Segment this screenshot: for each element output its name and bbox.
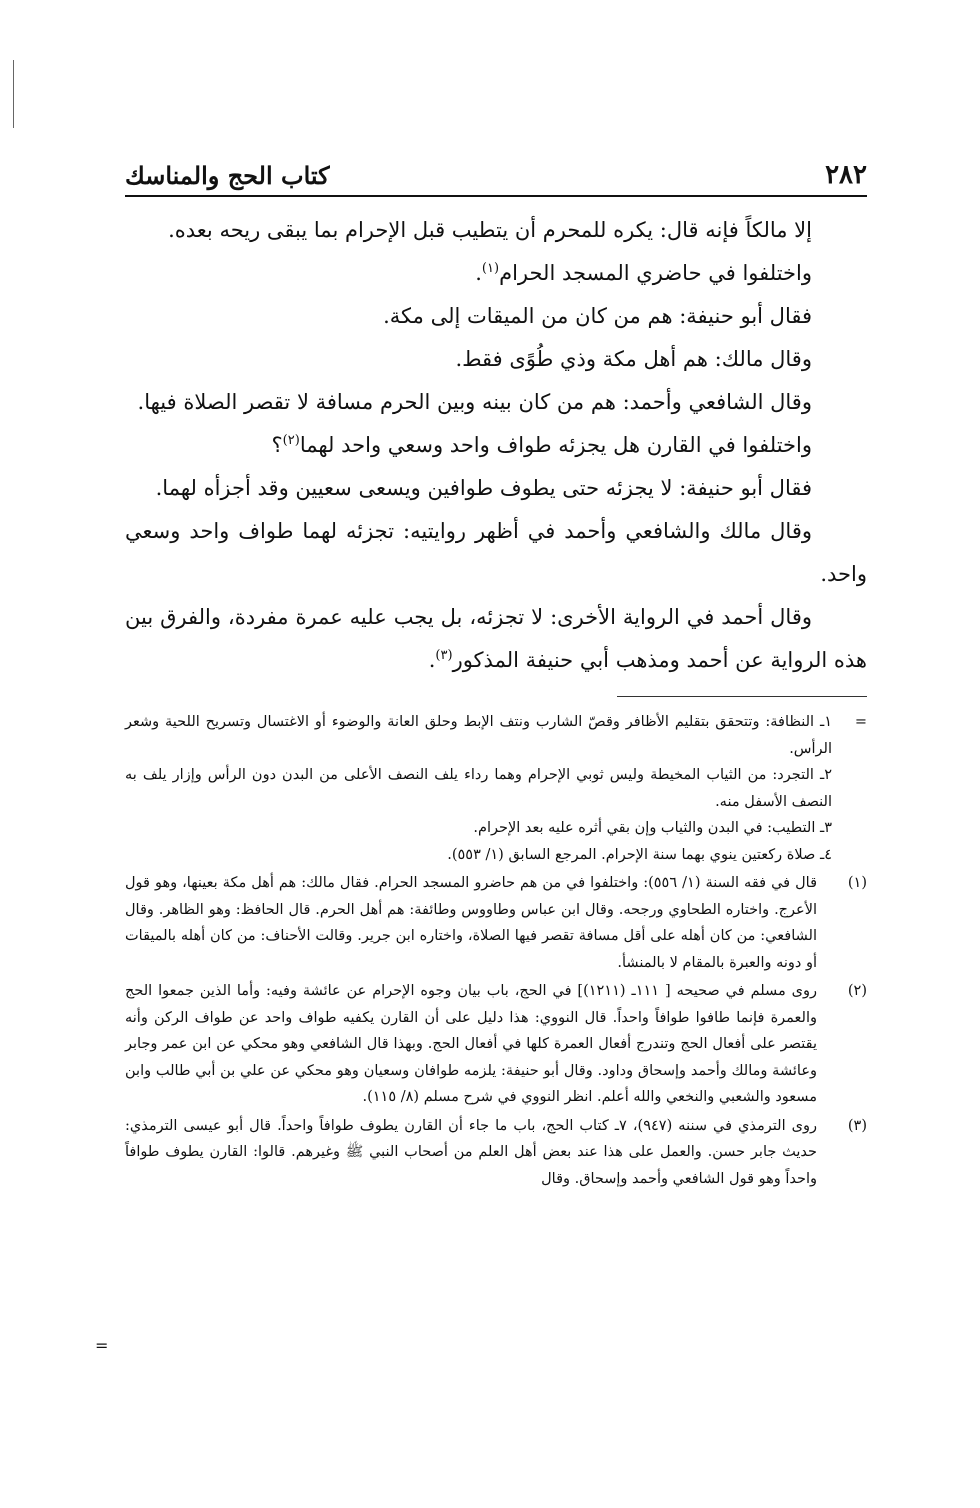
paragraph: وقال أحمد في الرواية الأخرى: لا تجزئه، بل يجب عليه عمرة مفردة، والفرق بين هذه الرواية عن أحمد ومذهب أبي حنيفة المذكور$^{(٣)}$. xyxy=(125,605,867,672)
footnote-line: ٣ـ التطيب: في البدن والثياب وإن بقي أثره عليه بعد الإحرام. xyxy=(473,820,832,836)
footnote-number: (١) xyxy=(847,875,867,891)
footnote-line: ١ـ النظافة: وتتحقق بتقليم الأظافر وقصّ الشارب ونتف الإبط وحلق العانة والوضوء أو الاغتسال وتسريح اللحية وشعر الرأس. xyxy=(125,714,832,757)
paragraph: فقال أبو حنيفة: لا يجزئه حتى يطوف طوافين ويسعى سعيين وقد أجزأه لهما. xyxy=(155,476,812,500)
footnote-1 xyxy=(125,870,867,976)
footnote-text: قال في فقه السنة (١/ ٥٥٦): واختلفوا في من هم حاضرو المسجد الحرام. فقال مالك: هم أهل مكة بعينها، وهو قول الأعرج. واختاره الطحاوي ورجحه. وقال ابن عباس وطاووس وطائفة: هم أهل الحرم. قال الحافظ: وهو الظاهر. وقال الشافعي: من كان أهله على أقل مسافة تقصر فيها الصلاة، واختاره ابن جرير. وقالت الأحناف: من كان أهله بالميقات أو دونه والعبرة بالمقام لا بالمنشأ. xyxy=(125,875,818,971)
continuation-mark: = xyxy=(854,714,867,730)
footnote-ref[interactable]: (١) xyxy=(481,261,500,276)
footnote-text: روى الترمذي في سننه (٩٤٧)، ٧ـ كتاب الحج، باب ما جاء أن القارن يطوف طوافاً واحداً. قال أبو عيسى الترمذي: حديث جابر حسن. والعمل على هذا عند بعض أهل العلم من أصحاب النبي ﷺ وغيرهم. قالوا: القارن يطوف طوافاً واحداً وهو قول الشافعي وأحمد وإسحاق. وقال xyxy=(125,1117,817,1187)
paragraph: وقال الشافعي وأحمد: هم من كان بينه وبين الحرم مسافة لا تقصر الصلاة فيها. xyxy=(137,390,812,414)
paragraph: فقال أبو حنيفة: هم من كان من الميقات إلى مكة. xyxy=(383,304,812,328)
footnote-3 xyxy=(125,1113,867,1193)
footnote-number: (٢) xyxy=(847,983,867,999)
footnote-line: ٤ـ صلاة ركعتين ينوي بهما سنة الإحرام. المرجع السابق (١/ ٥٥٣). xyxy=(447,846,832,863)
paragraph: واختلفوا في القارن هل يجزئه طواف واحد وسعي واحد لهما$^{(٢)}$؟ xyxy=(271,433,812,457)
main-text xyxy=(125,209,867,682)
scan-edge-line xyxy=(13,60,14,128)
continued-mark: = xyxy=(95,1336,109,1355)
footnote-separator xyxy=(617,696,867,697)
footnote-line: ٢ـ التجرد: من الثياب المخيطة وليس ثوبي الإحرام وهما رداء يلف النصف الأعلى من البدن دون الرأس وإزار يلف به النصف الأسفل منه. xyxy=(125,767,832,810)
footnote-continuation xyxy=(125,709,867,868)
footnote-ref[interactable]: (٣) xyxy=(435,648,453,663)
footnotes xyxy=(125,709,867,1192)
paragraph: وقال مالك: هم أهل مكة وذي طُوًى فقط. xyxy=(455,347,812,371)
book-page xyxy=(125,150,867,1192)
footnote-2 xyxy=(125,978,867,1111)
paragraph: إلا مالكاً فإنه قال: يكره للمحرم أن يتطيب قبل الإحرام بما يبقى ريحه بعده. xyxy=(168,218,812,242)
page-number: ٢٨٢ xyxy=(825,160,867,190)
page-header xyxy=(125,150,867,197)
footnote-ref[interactable]: (٢) xyxy=(282,433,300,448)
paragraph: وقال مالك والشافعي وأحمد في أظهر روايتيه: تجزئه لهما طواف واحد وسعي واحد. xyxy=(125,519,867,586)
running-title: كتاب الحج والمناسك xyxy=(125,161,330,190)
paragraph: واختلفوا في حاضري المسجد الحرام$^{(١)}$. xyxy=(475,261,812,285)
footnote-text: روى مسلم في صحيحه [ ١١١ـ (١٢١١)] في الحج، باب بيان وجوه الإحرام عن عائشة وفيه: وأما الذين جمعوا الحج والعمرة فإنما طافوا طوافاً واحداً. قال النووي: هذا دليل على أن القارن يكفيه طواف واحد عن طواف الركن وأنه يقتصر على أفعال الحج وتندرج أفعال العمرة كلها في أفعال الحج. وبهذا قال الشافعي وهو محكي عن ابن عمر وجابر وعائشة ومالك وأحمد وإسحاق وداود. وقال أبو حنيفة: يلزمه طوافان وسعيان وهو محكي عن علي بن أبي طالب وابن مسعود والشعبي والنخعي والله أعلم. انظر النووي في شرح مسلم (٨/ ١١٥). xyxy=(125,983,817,1105)
footnote-number: (٣) xyxy=(847,1117,867,1134)
